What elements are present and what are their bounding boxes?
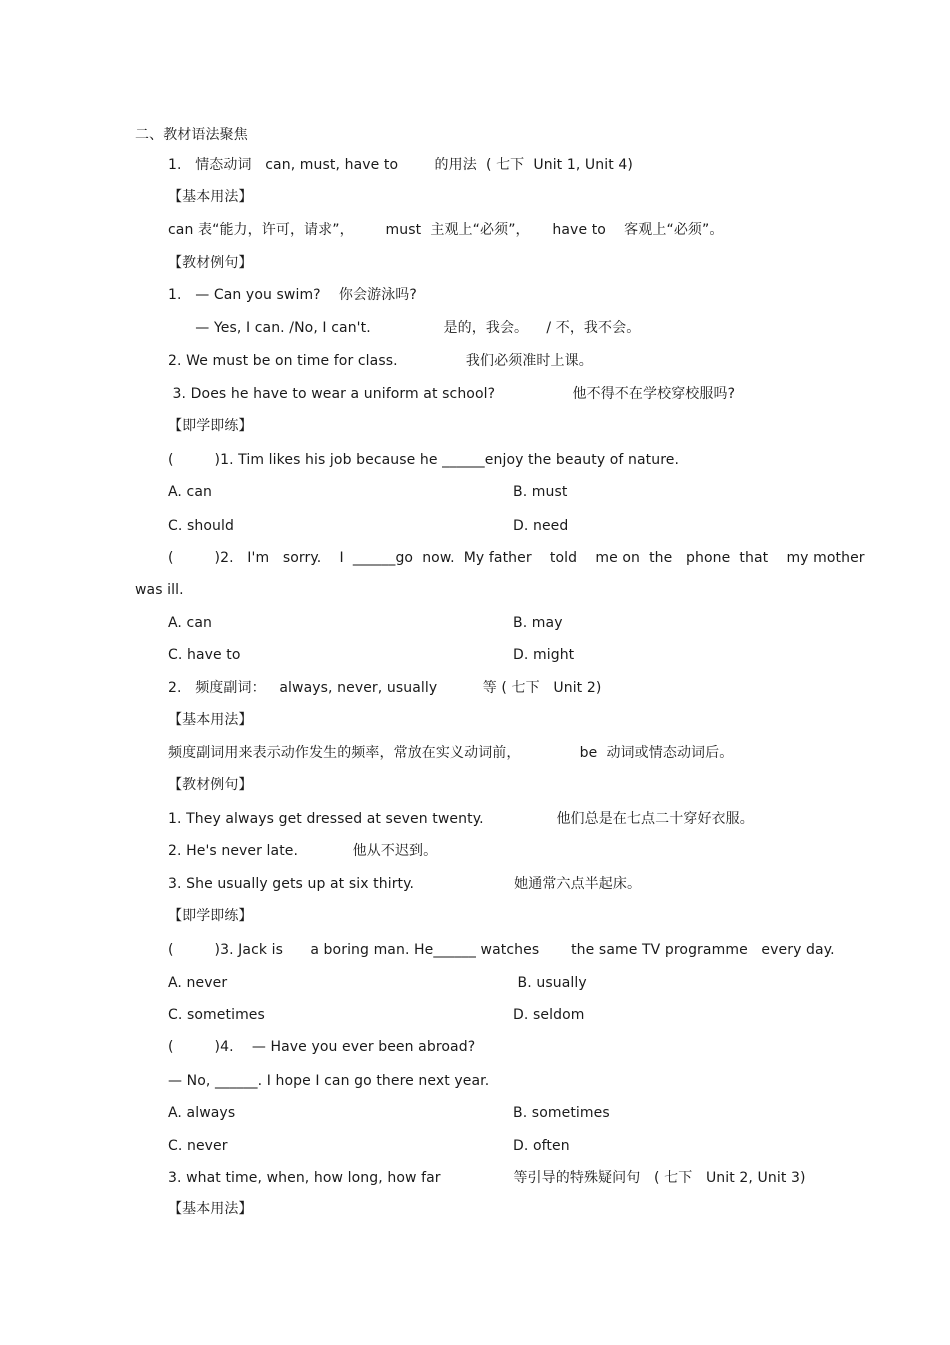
topic2-example-2: 2. He's never late. 他从不迟到。 xyxy=(168,843,438,859)
topic1-example-2: 2. We must be on time for class. 我们必须准时上课。 xyxy=(168,353,593,369)
topic2-practice-label: 【即学即练】 xyxy=(168,908,253,924)
topic3-heading: 3. what time, when, how long, how far 等引导的特殊疑问句 ( 七下 Unit 2, Unit 3) xyxy=(168,1170,806,1186)
topic1-example-label: 【教材例句】 xyxy=(168,255,253,271)
question-3-option-d: D. seldom xyxy=(513,1007,585,1023)
question-3-stem: ( )3. Jack is a boring man. He______ watches the same TV programme every day. xyxy=(168,942,835,958)
question-3-option-c: C. sometimes xyxy=(168,1007,265,1023)
topic1-example-1: 1. — Can you swim? 你会游泳吗? xyxy=(168,287,417,303)
topic1-basic-text: can 表“能力，许可，请求”， must 主观上“必须”， have to 客观上“必须”。 xyxy=(168,222,724,238)
topic1-example-1-answer: — Yes, I can. /No, I can't. 是的，我会。 / 不，我不会。 xyxy=(168,320,641,336)
question-1-option-b: B. must xyxy=(513,484,568,500)
topic2-heading: 2. 频度副词： always, never, usually 等 ( 七下 Unit 2) xyxy=(168,680,602,696)
topic3-basic-label: 【基本用法】 xyxy=(168,1201,253,1217)
topic2-example-label: 【教材例句】 xyxy=(168,777,253,793)
question-3-option-a: A. never xyxy=(168,975,228,991)
question-4-option-a: A. always xyxy=(168,1105,236,1121)
question-3-option-b: B. usually xyxy=(513,975,587,991)
question-1-option-a: A. can xyxy=(168,484,212,500)
topic1-heading: 1. 情态动词 can, must, have to 的用法 ( 七下 Unit 1, Unit 4) xyxy=(168,157,633,173)
question-4-option-c: C. never xyxy=(168,1138,228,1154)
topic2-example-1: 1. They always get dressed at seven twenty. 他们总是在七点二十穿好衣服。 xyxy=(168,811,754,827)
topic1-example-3: 3. Does he have to wear a uniform at school? 他不得不在学校穿校服吗? xyxy=(168,386,736,402)
topic1-basic-label: 【基本用法】 xyxy=(168,189,253,205)
question-2-stem-continued: was ill. xyxy=(135,582,184,598)
question-4-option-d: D. often xyxy=(513,1138,570,1154)
question-1-stem: ( )1. Tim likes his job because he ______enjoy the beauty of nature. xyxy=(168,452,680,468)
question-2-option-d: D. might xyxy=(513,647,575,663)
topic1-practice-label: 【即学即练】 xyxy=(168,418,253,434)
topic2-basic-label: 【基本用法】 xyxy=(168,712,253,728)
question-2-option-b: B. may xyxy=(513,615,563,631)
section-title: 二、教材语法聚焦 xyxy=(135,127,248,143)
question-4-option-b: B. sometimes xyxy=(513,1105,610,1121)
question-4-stem-continued: — No, ______. I hope I can go there next year. xyxy=(168,1073,490,1089)
topic2-basic-text: 频度副词用来表示动作发生的频率，常放在实义动词前， be 动词或情态动词后。 xyxy=(168,745,734,761)
question-4-stem: ( )4. — Have you ever been abroad? xyxy=(168,1039,476,1055)
question-2-stem: ( )2. I'm sorry. I ______go now. My father told me on the phone that my mother xyxy=(168,550,865,566)
question-1-option-d: D. need xyxy=(513,518,569,534)
question-2-option-c: C. have to xyxy=(168,647,241,663)
topic2-example-3: 3. She usually gets up at six thirty. 她通常六点半起床。 xyxy=(168,876,642,892)
question-2-option-a: A. can xyxy=(168,615,212,631)
question-1-option-c: C. should xyxy=(168,518,234,534)
